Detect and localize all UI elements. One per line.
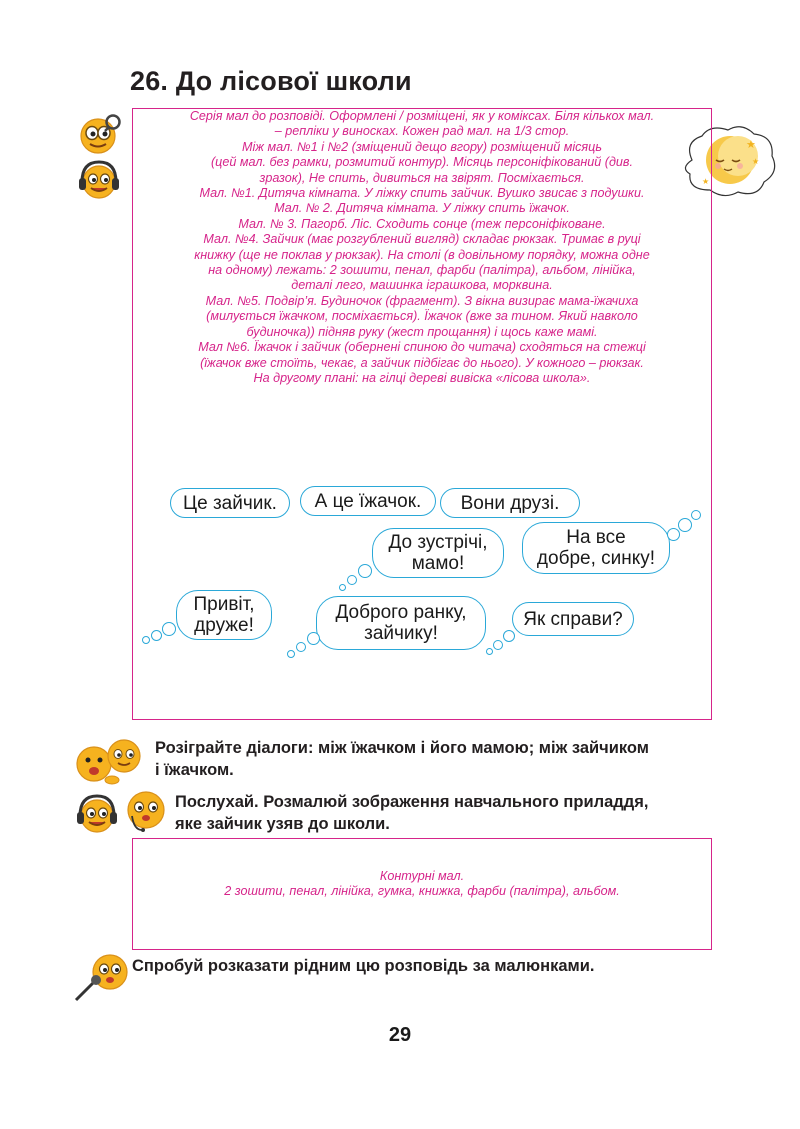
- task-retell: Спробуй розказати рідним цю розповідь за малюнками.: [132, 957, 595, 975]
- thought-bubble: До зустрічі, мамо!: [372, 528, 504, 578]
- page-number: 29: [388, 1024, 412, 1046]
- brief-line: (милується їжачком, посміхається). Їжачок (вже за тином. Який навколо: [206, 309, 638, 324]
- brief-line: Мал. №4. Зайчик (має розгублений вигляд) складає рюкзак. Тримає в руці: [203, 232, 641, 247]
- svg-text:★: ★: [752, 157, 760, 166]
- brief-line: Серія мал до розповіді. Оформлені / розміщені, як у коміксах. Біля кількох мал.: [189, 109, 655, 123]
- thought-dot: [486, 648, 493, 655]
- thought-dot: [493, 640, 503, 650]
- headphones-smiley-icon: [76, 158, 122, 202]
- thought-dot: [678, 518, 692, 532]
- speech-bubble: Вони друзі.: [440, 488, 580, 518]
- brief-line: – репліки у виносках. Кожен рад мал. на 1/3 стор.: [274, 124, 570, 139]
- svg-text:★: ★: [702, 177, 710, 186]
- brief-line: Мал. № 2. Дитяча кімната. У ліжку спить їжачок.: [274, 201, 570, 216]
- thought-bubble: Як справи?: [512, 602, 634, 636]
- task-dialogue: Розіграйте діалоги: між їжачком і його мамою; між зайчиком і їжачком.: [155, 739, 649, 779]
- thought-dot: [347, 575, 357, 585]
- task-listen: Послухай. Розмалюй зображення навчального приладдя, яке зайчик узяв до школи.: [175, 793, 649, 833]
- svg-text:★: ★: [746, 138, 756, 151]
- thought-dot: [142, 636, 150, 644]
- brief-line: (цей мал. без рамки, розмитий контур). Місяць персоніфікований (див.: [210, 155, 634, 170]
- brief-line: Між мал. №1 і №2 (зміщений дещо вгору) розміщений місяць: [242, 139, 602, 154]
- microphone-smiley-icon: [72, 952, 132, 1004]
- thought-dot: [503, 630, 515, 642]
- thought-dot: [307, 632, 320, 645]
- thought-dot: [667, 528, 680, 541]
- contour-brief: Контурні мал. 2 зошити, пенал, лінійка, гумка, книжка, фарби (палітра), альбом.: [224, 869, 620, 899]
- lesson-title: 26. До лісової школи: [130, 66, 412, 96]
- thought-dot: [339, 584, 346, 591]
- headset-smiley-icon: [122, 786, 170, 834]
- thought-bubble: Доброго ранку, зайчику!: [316, 596, 486, 650]
- headphones-smiley-icon: [74, 790, 120, 836]
- brief-line: Мал. №5. Подвір’я. Будиночок (фрагмент). З вікна визирає мама-їжачиха: [205, 293, 639, 308]
- thought-bubble: Привіт, друже!: [176, 590, 272, 640]
- thought-dot: [358, 564, 372, 578]
- brief-line: на одному) лежать: 2 зошити, пенал, фарби (палітра), альбом, лінійка,: [208, 263, 636, 278]
- brief-line: Мал. № 3. Пагорб. Ліс. Сходить сонце (теж персоніфіковане.: [238, 216, 606, 231]
- brief-line: книжку (ще не поклав у рюкзак). На столі (в довільному порядку, можна одне: [194, 247, 650, 262]
- brief-line: деталі лего, машинка іграшкова, морквина.: [291, 278, 553, 293]
- thought-dot: [287, 650, 295, 658]
- thought-dot: [151, 630, 162, 641]
- thought-dot: [162, 622, 176, 636]
- brief-line: Мал №6. Їжачок і зайчик (обернені спиною до читача) сходяться на стежці: [198, 340, 646, 355]
- thought-bubble: На все добре, синку!: [522, 522, 670, 574]
- speech-bubble: А це їжачок.: [300, 486, 436, 516]
- illustration-brief: [134, 109, 710, 386]
- talking-smileys-icon: [74, 736, 154, 786]
- brief-line: зразок), Не спить, дивиться на звірят. Посміхається.: [259, 170, 585, 185]
- speech-bubble: Це зайчик.: [170, 488, 290, 518]
- thought-dot: [691, 510, 701, 520]
- brief-line: будиночка)) підняв руку (жест прощання) і щось каже мамі.: [246, 324, 598, 339]
- magnifier-smiley-icon: [78, 112, 122, 156]
- brief-line: На другому плані: на гілці дереві вивіска «лісова школа».: [253, 370, 591, 385]
- thought-dot: [296, 642, 306, 652]
- brief-line: (їжачок вже стоїть, чекає, а зайчик підбігає до нього). У кожного – рюкзак.: [200, 355, 644, 370]
- brief-line: Мал. №1. Дитяча кімната. У ліжку спить зайчик. Вушко звисає з подушки.: [199, 186, 645, 201]
